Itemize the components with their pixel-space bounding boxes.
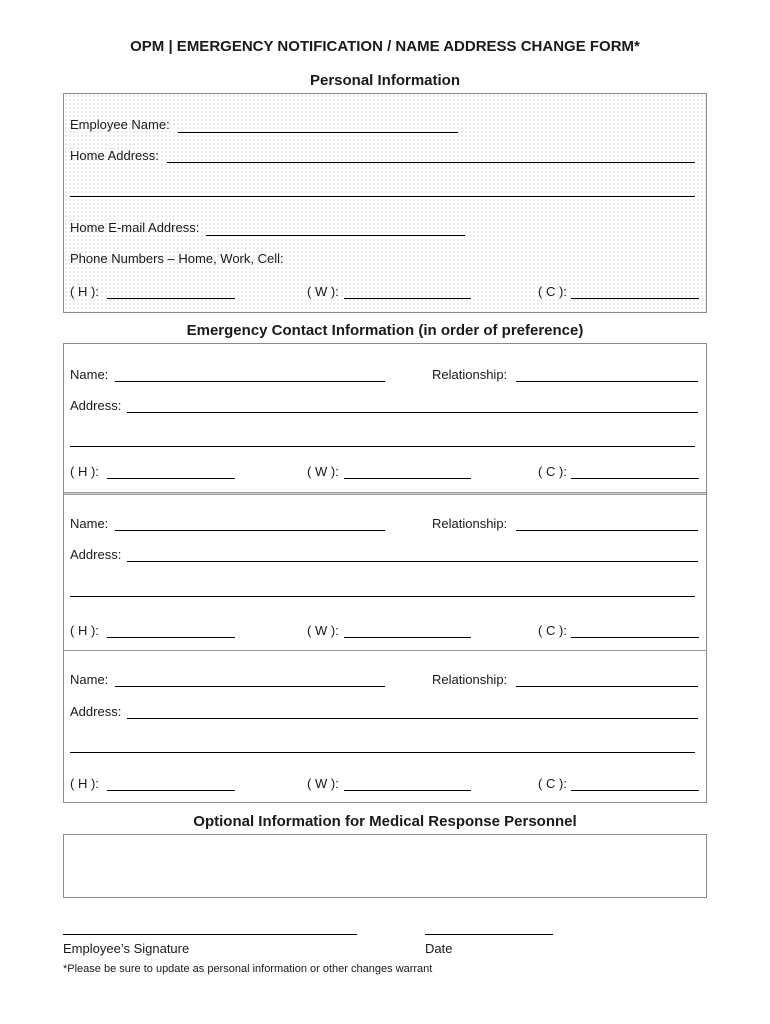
contact-cell-phone-label: ( C ): bbox=[538, 623, 567, 638]
contact-cell-phone-field[interactable] bbox=[571, 790, 699, 791]
personal-info-box bbox=[63, 93, 707, 313]
contact-home-phone-label: ( H ): bbox=[70, 464, 99, 479]
form-title: OPM | EMERGENCY NOTIFICATION / NAME ADDRESS CHANGE FORM* bbox=[130, 38, 640, 55]
contact-work-phone-label: ( W ): bbox=[307, 623, 339, 638]
contact-work-phone-field[interactable] bbox=[344, 478, 471, 479]
contact-cell-phone-field[interactable] bbox=[571, 478, 699, 479]
contact-home-phone-label: ( H ): bbox=[70, 623, 99, 638]
contact-address-field-1[interactable] bbox=[127, 718, 698, 719]
email-label: Home E-mail Address: bbox=[70, 220, 200, 235]
email-field[interactable] bbox=[206, 235, 465, 236]
employee-name-field[interactable] bbox=[178, 132, 458, 133]
contact-address-label: Address: bbox=[70, 547, 122, 562]
contact-address-field-2[interactable] bbox=[70, 446, 695, 447]
contact-home-phone-label: ( H ): bbox=[70, 776, 99, 791]
home-phone-field[interactable] bbox=[107, 298, 235, 299]
cell-phone-label: ( C ): bbox=[538, 284, 567, 299]
home-address-field-2[interactable] bbox=[70, 196, 695, 197]
contact-cell-phone-label: ( C ): bbox=[538, 464, 567, 479]
contact-relationship-field[interactable] bbox=[516, 686, 698, 687]
contact-name-field[interactable] bbox=[115, 381, 385, 382]
medical-info-field[interactable] bbox=[63, 834, 707, 898]
date-field[interactable] bbox=[425, 934, 553, 935]
contact-name-label: Name: bbox=[70, 672, 109, 687]
contact-name-label: Name: bbox=[70, 516, 109, 531]
contact-home-phone-field[interactable] bbox=[107, 637, 235, 638]
contact-address-label: Address: bbox=[70, 398, 122, 413]
personal-info-heading: Personal Information bbox=[309, 72, 461, 89]
contact-work-phone-field[interactable] bbox=[344, 637, 471, 638]
contact-work-phone-field[interactable] bbox=[344, 790, 471, 791]
home-address-field-1[interactable] bbox=[167, 162, 695, 163]
footnote: *Please be sure to update as personal information or other changes warrant bbox=[63, 963, 433, 975]
emergency-contact-2 bbox=[64, 495, 706, 650]
contact-address-field-1[interactable] bbox=[127, 412, 698, 413]
cell-phone-field[interactable] bbox=[571, 298, 699, 299]
contact-name-field[interactable] bbox=[115, 686, 385, 687]
contact-address-field-1[interactable] bbox=[127, 561, 698, 562]
signature-field[interactable] bbox=[63, 934, 357, 935]
contact-address-field-2[interactable] bbox=[70, 596, 695, 597]
contact-home-phone-field[interactable] bbox=[107, 790, 235, 791]
phones-label: Phone Numbers – Home, Work, Cell: bbox=[70, 251, 284, 266]
contact-relationship-field[interactable] bbox=[516, 381, 698, 382]
contact-relationship-field[interactable] bbox=[516, 530, 698, 531]
contact-address-field-2[interactable] bbox=[70, 752, 695, 753]
work-phone-field[interactable] bbox=[344, 298, 471, 299]
work-phone-label: ( W ): bbox=[307, 284, 339, 299]
contact-home-phone-field[interactable] bbox=[107, 478, 235, 479]
contact-cell-phone-label: ( C ): bbox=[538, 776, 567, 791]
contact-name-field[interactable] bbox=[115, 530, 385, 531]
emergency-contact-3 bbox=[64, 651, 706, 803]
date-label: Date bbox=[425, 941, 453, 956]
emergency-contact-heading: Emergency Contact Information (in order of preference) bbox=[186, 322, 584, 339]
contact-relationship-label: Relationship: bbox=[432, 672, 508, 687]
signature-label: Employee’s Signature bbox=[63, 941, 190, 956]
home-address-label: Home Address: bbox=[70, 148, 159, 163]
contact-relationship-label: Relationship: bbox=[432, 516, 508, 531]
employee-name-label: Employee Name: bbox=[70, 117, 170, 132]
contact-cell-phone-field[interactable] bbox=[571, 637, 699, 638]
contact-name-label: Name: bbox=[70, 367, 109, 382]
contact-work-phone-label: ( W ): bbox=[307, 776, 339, 791]
home-phone-label: ( H ): bbox=[70, 284, 99, 299]
contact-work-phone-label: ( W ): bbox=[307, 464, 339, 479]
emergency-contact-box bbox=[63, 343, 707, 803]
contact-address-label: Address: bbox=[70, 704, 122, 719]
medical-info-heading: Optional Information for Medical Response Personnel bbox=[193, 813, 577, 830]
emergency-contact-1 bbox=[64, 344, 706, 494]
contact-relationship-label: Relationship: bbox=[432, 367, 508, 382]
